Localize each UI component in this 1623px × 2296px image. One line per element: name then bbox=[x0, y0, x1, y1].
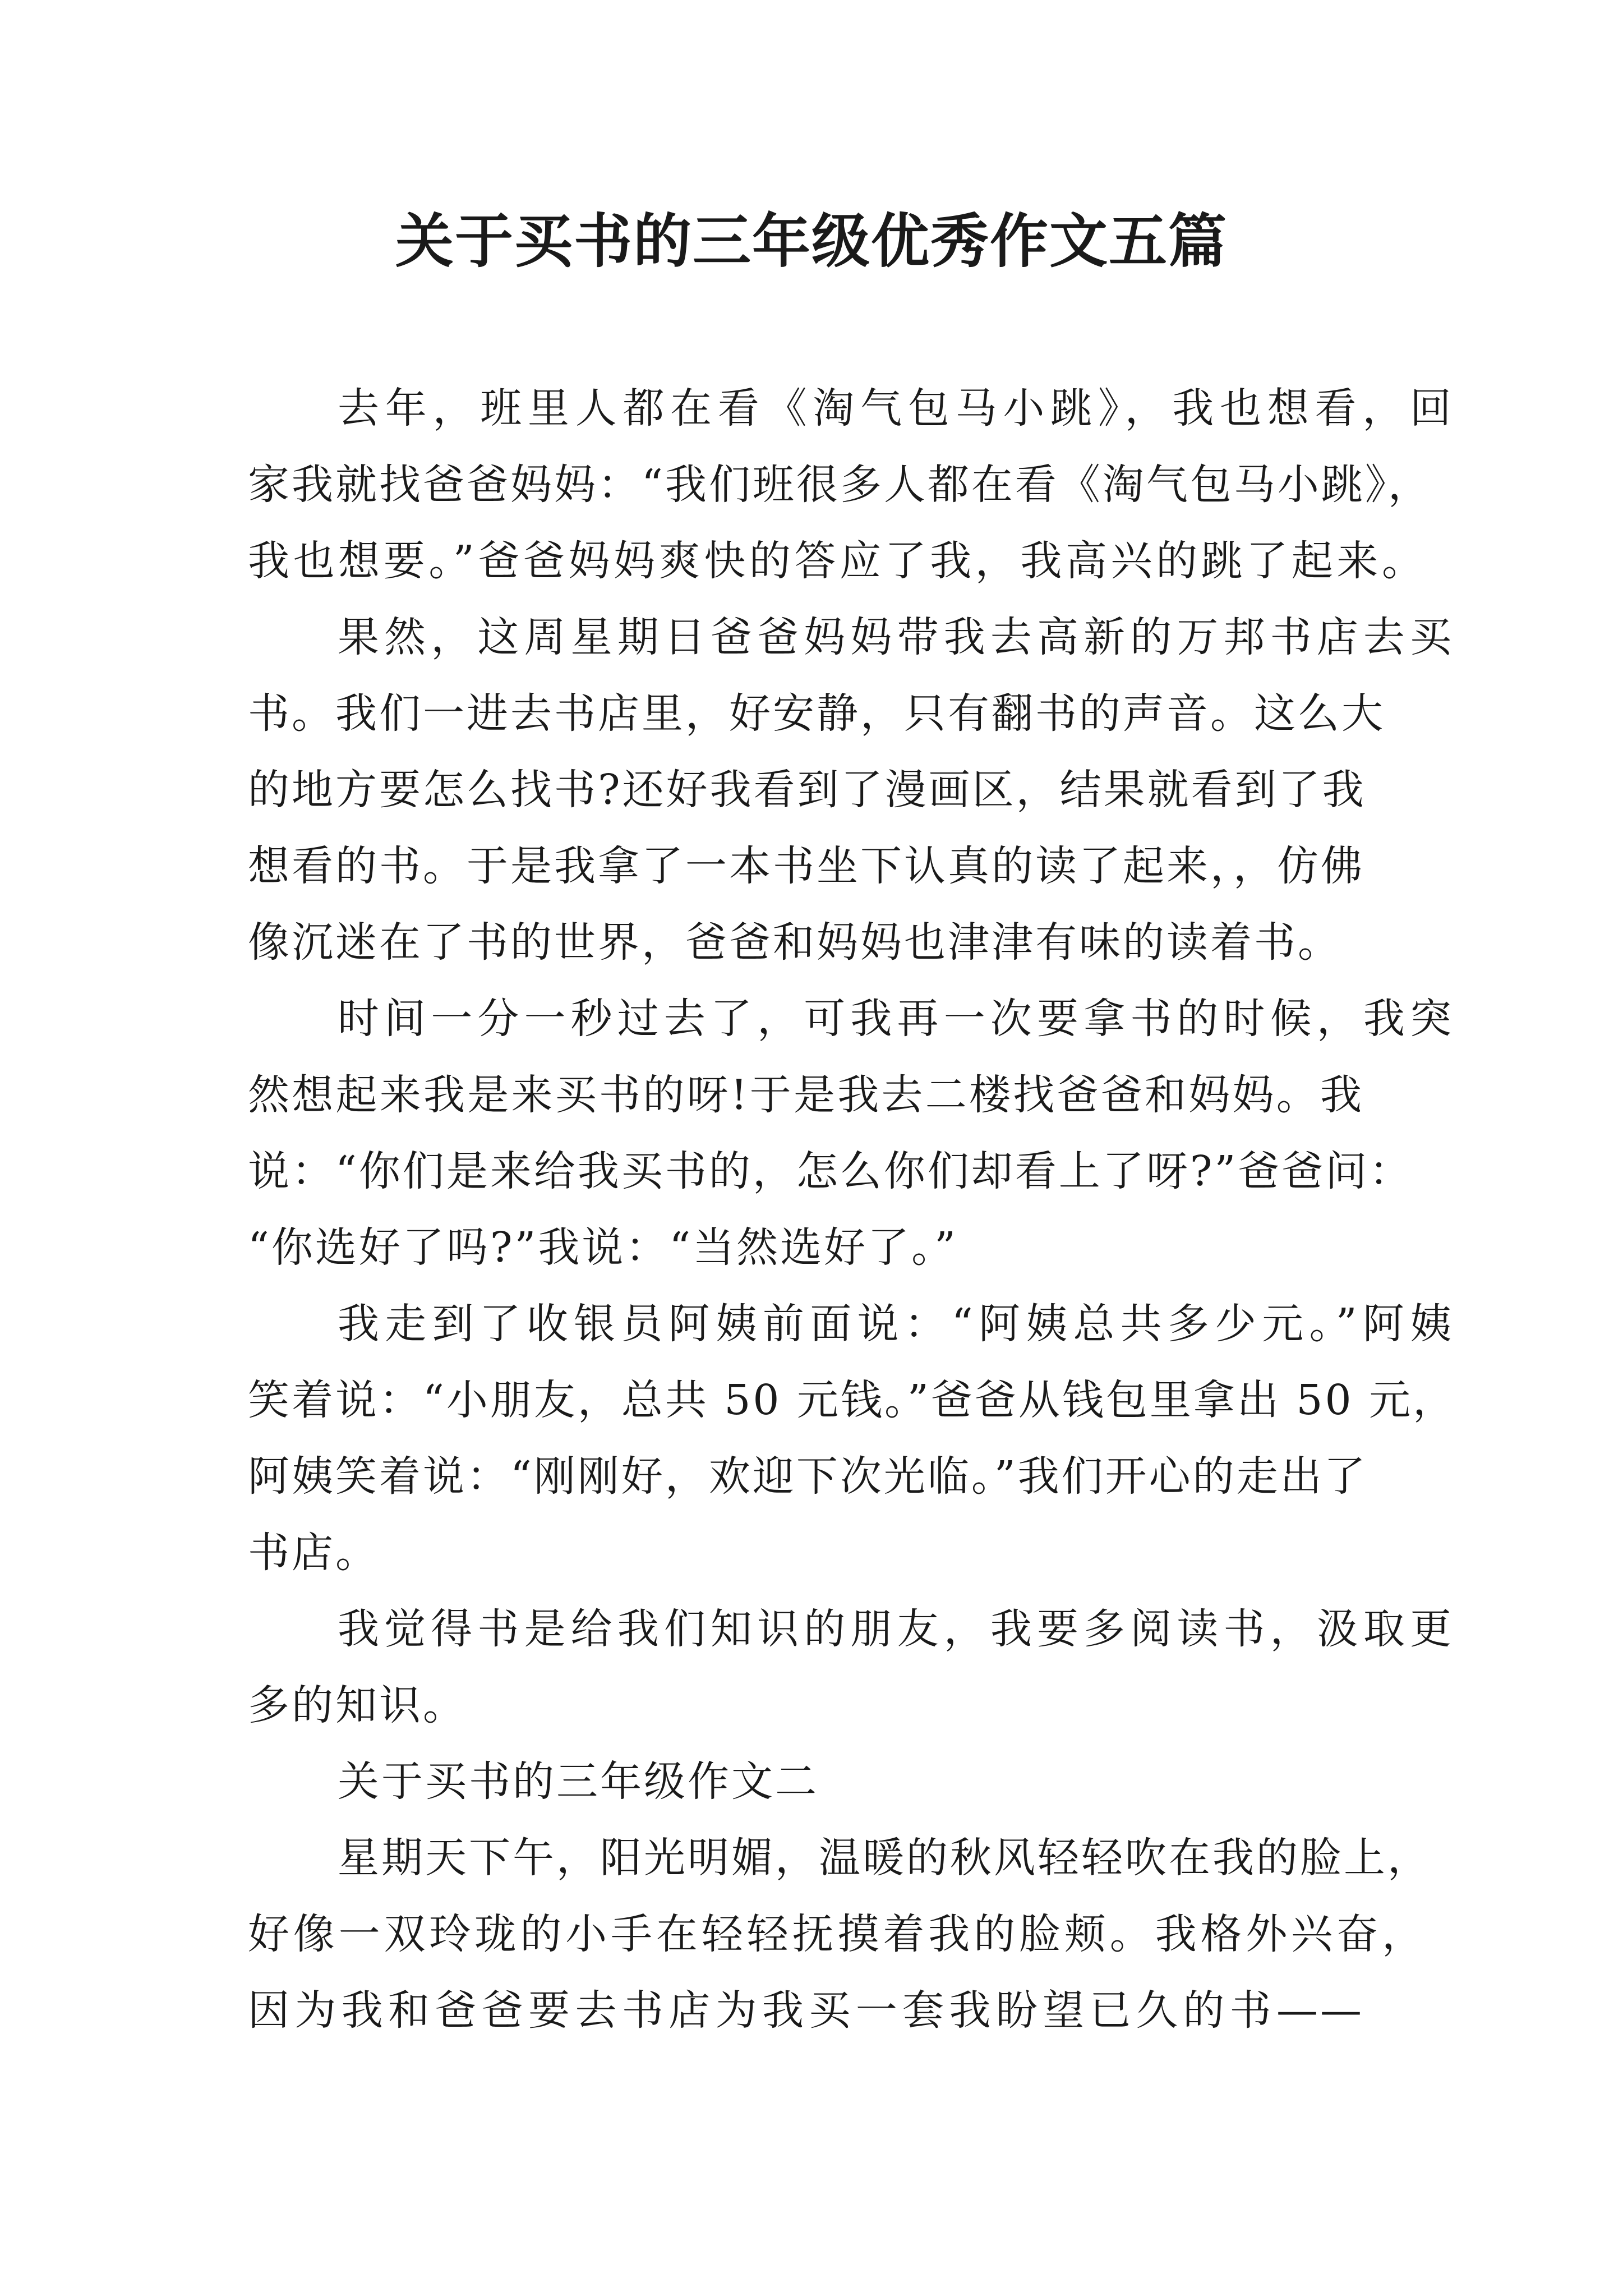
text-line: 的地方要怎么找书?还好我看到了漫画区，结果就看到了我 bbox=[248, 766, 1366, 814]
text-line: 书店。 bbox=[248, 1529, 379, 1577]
text-line: 好像一双玲珑的小手在轻轻抚摸着我的脸颊。我格外兴奋， bbox=[248, 1910, 1426, 1958]
text-line: 我也想要。”爸爸妈妈爽快的答应了我，我高兴的跳了起来。 bbox=[248, 537, 1426, 585]
text-line: “你选好了吗?”我说：“当然选好了。” bbox=[248, 1223, 958, 1272]
text-line: 像沉迷在了书的世界，爸爸和妈妈也津津有味的读着书。 bbox=[248, 918, 1341, 967]
text-line: 关于买书的三年级作文二 bbox=[338, 1757, 819, 1806]
text-line: 书。我们一进去书店里，好安静，只有翻书的声音。这么大 bbox=[248, 689, 1385, 738]
text-line: 我觉得书是给我们知识的朋友，我要多阅读书，汲取更 bbox=[338, 1605, 1454, 1653]
text-line: 笑着说：“小朋友，总共 50 元钱。”爸爸从钱包里拿出 50 元， bbox=[248, 1376, 1457, 1424]
text-line: 想看的书。于是我拿了一本书坐下认真的读了起来，，仿佛 bbox=[248, 842, 1364, 890]
text-line: 时间一分一秒过去了，可我再一次要拿书的时候，我突 bbox=[338, 995, 1454, 1043]
text-line: 星期天下午，阳光明媚，温暖的秋风轻轻吹在我的脸上， bbox=[338, 1834, 1431, 1882]
text-line: 多的知识。 bbox=[248, 1681, 467, 1729]
text-line: 然想起来我是来买书的呀!于是我去二楼找爸爸和妈妈。我 bbox=[248, 1071, 1364, 1119]
text-line: 果然，这周星期日爸爸妈妈带我去高新的万邦书店去买 bbox=[338, 613, 1454, 661]
text-line: 阿姨笑着说：“刚刚好，欢迎下次光临。”我们开心的走出了 bbox=[248, 1452, 1368, 1501]
text-line: 去年，班里人都在看《淘气包马小跳》，我也想看，回 bbox=[338, 384, 1454, 432]
text-line: 我走到了收银员阿姨前面说：“阿姨总共多少元。”阿姨 bbox=[338, 1300, 1454, 1348]
text-line: 家我就找爸爸妈妈：“我们班很多人都在看《淘气包马小跳》， bbox=[248, 461, 1432, 509]
document-title: 关于买书的三年级优秀作文五篇 bbox=[395, 206, 1228, 275]
document-body bbox=[248, 370, 1457, 2049]
text-line: 因为我和爸爸要去书店为我买一套我盼望已久的书—— bbox=[248, 1986, 1364, 2035]
text-line: 说：“你们是来给我买书的，怎么你们却看上了呀?”爸爸问： bbox=[248, 1147, 1413, 1195]
